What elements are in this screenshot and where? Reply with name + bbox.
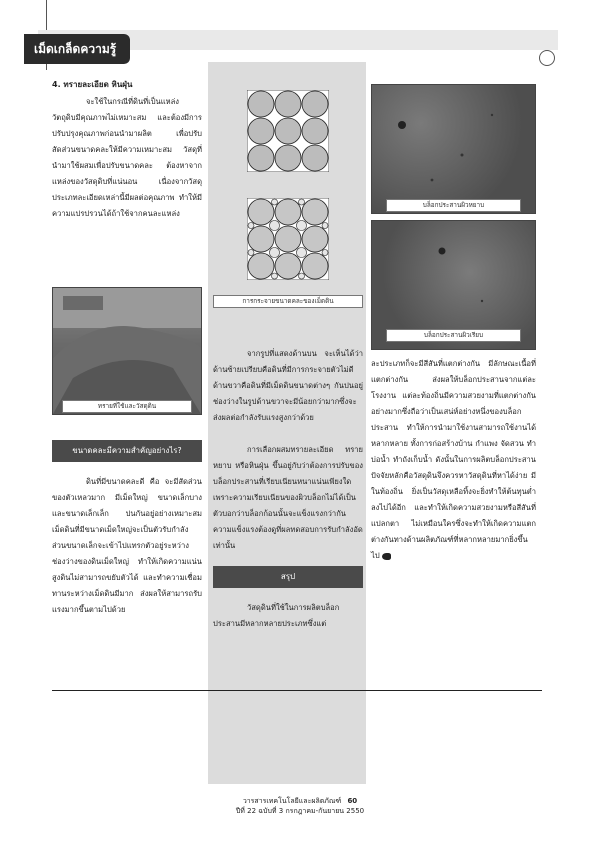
end-of-article-icon — [382, 553, 391, 560]
graded-grain-diagram — [247, 198, 329, 280]
footer-rule — [52, 690, 542, 691]
right-paragraph-text: ละประเภทก็จะมีสีสันที่แตกต่างกัน มีลักษณะเนื้อที่แตกต่างกัน ส่งผลให้บล็อกประสานจากแต่ละโรงงาน แต่ละท้องถิ่นมีความสวยงามที่แตกต่างกันอย่างมากซึ่งถือว่าเป็นเสน่ห์อย่างหนึ่งของบล็อกประสาน ทำให้การนำมาใช้งานสามารถใช้งานได้หลากหลาย ทั้งการก่อสร้างบ้าน กำแพง จัดสวน ทำบ่อน้ำ ทำถังเก็บน้ำ ดังนั้นในการผลิตบล็อกประสานปัจจัยหลักคือวัสดุดินจึงควรหาวัสดุดินที่หาได้ง่าย มีในท้องถิ่น ยิ่งเป็นวัสดุเหลือทิ้งจะยิ่งทำให้ต้นทุนต่ำลงไปได้อีก และทำให้เกิดความสวยงามหรือสีสันที่แปลกตา ไม่เหมือนใครซึ่งจะทำให้เกิดความแตกต่างกันทางด้านผลิตภัณฑ์ที่หลากหลายมากยิ่งขึ้นไป — [371, 359, 536, 560]
circle-ornament-icon — [539, 50, 555, 66]
summary-heading-box: สรุป — [213, 566, 363, 588]
soil-pile-image — [53, 288, 201, 414]
page-number: 60 — [347, 797, 358, 805]
uniform-grain-diagram — [247, 90, 329, 172]
section-title: เม็ดเกล็ดความรู้ — [24, 34, 130, 64]
soil-pile-photo — [52, 287, 202, 415]
photo-caption-rough: บล็อกประสานผิวหยาบ — [386, 199, 521, 212]
photo-caption-smooth: บล็อกประสานผิวเรียบ — [386, 329, 521, 342]
right-paragraph — [371, 356, 536, 564]
left-paragraph-2: ดินที่มีขนาดคละดี คือ จะมีสัดส่วนของตัวเหลวมาก มีเม็ดใหญ่ ขนาดเล็กบาง และขนาดเล็กเล็ก ปนกันอยู่อย่างเหมาะสม เม็ดดินที่มีขนาดเม็ดใหญ่จะเป็นตัวรับกำลัง ส่วนขนาดเล็กจะเข้าไปแทรกตัวอยู่ระหว่างช่องว่างของดินเม็ดใหญ่ ทำให้เกิดความแน่นสูงดินไม่สามารถขยับตัวได้ และทำความเชื่อมทานระหว่างเม็ดดินมีมาก ส่งผลให้สามารถรับแรงมากขึ้นตามไปด้วย — [52, 477, 202, 614]
center-paragraph-2: การเลือกผสมทรายละเอียด ทรายหยาบ หรือหินฝุ่น ขึ้นอยู่กับว่าต้องการปรับของบล็อกประสานที่เรียบเนียนหนาแน่นเพียงใด เพราะความเรียบเนียนของผิวบล็อกไม่ได้เป็นตัวบอกว่าบล็อกก้อนนั้นจะแข็งแรงกว่ากัน ความแข็งแรงต้องดูที่ผลทดสอบการรับกำลังอัดเท่านั้น — [213, 445, 363, 550]
footer — [200, 796, 400, 816]
subsection-heading: 4. ทรายละเอียด หินฝุ่น — [52, 80, 133, 89]
left-paragraph-1: จะใช้ในกรณีที่ดินที่เป็นแหล่งวัตถุดิบมีคุณภาพไม่เหมาะสม และต้องมีการปรับปรุงคุณภาพก่อนนำมาผลิต เพื่อปรับสัดส่วนขนาดคละให้มีความเหมาะสม วัสดุที่นำมาใช้ผสมเพื่อปรับขนาดคละ ต้องหาจากแหล่งของวัสดุดิบที่แน่นอน เนื่องจากวัสดุประเภทละเอียดเหล่านี้มีผลต่อคุณภาพ ทำให้มีความแปรปรวนได้ถ้าใช้จากคนละแหล่ง — [52, 97, 202, 218]
figure-caption: การกระจายขนาดคละของเม็ดดิน — [213, 295, 363, 308]
footer-magazine-line — [200, 796, 400, 806]
issue-line: ปีที่ 22 ฉบับที่ 3 กรกฎาคม-กันยายน 2550 — [235, 807, 365, 815]
photo-caption: ทรายที่ใช้และวัสดุดิน — [62, 400, 192, 413]
magazine-name: วารสารเทคโนโลยีและผลิตภัณฑ์ — [242, 797, 342, 805]
rough-texture-image — [372, 85, 535, 213]
center-paragraph-1: จากรูปที่แสดงด้านบน จะเห็นได้ว่า ด้านซ้ายเปรียบคือดินที่มีการกระจายตัวไม่ดี ด้านขวาคือดินที่มีเม็ดดินขนาดต่างๆ กันปนอยู่ ช่องว่างในรูปด้านขวาจะมีน้อยกว่ามากซึ่งจะส่งผลต่อกำลังรับแรงสูงกว่าด้วย — [213, 349, 363, 422]
rough-block-photo — [371, 84, 536, 214]
center-paragraph-3: วัสดุดินที่ใช้ในการผลิตบล็อกประสานมีหลากหลายประเภทซึ่งแต่ — [213, 603, 340, 628]
section-heading-box: ขนาดคละมีความสำคัญอย่างไร? — [52, 440, 202, 462]
